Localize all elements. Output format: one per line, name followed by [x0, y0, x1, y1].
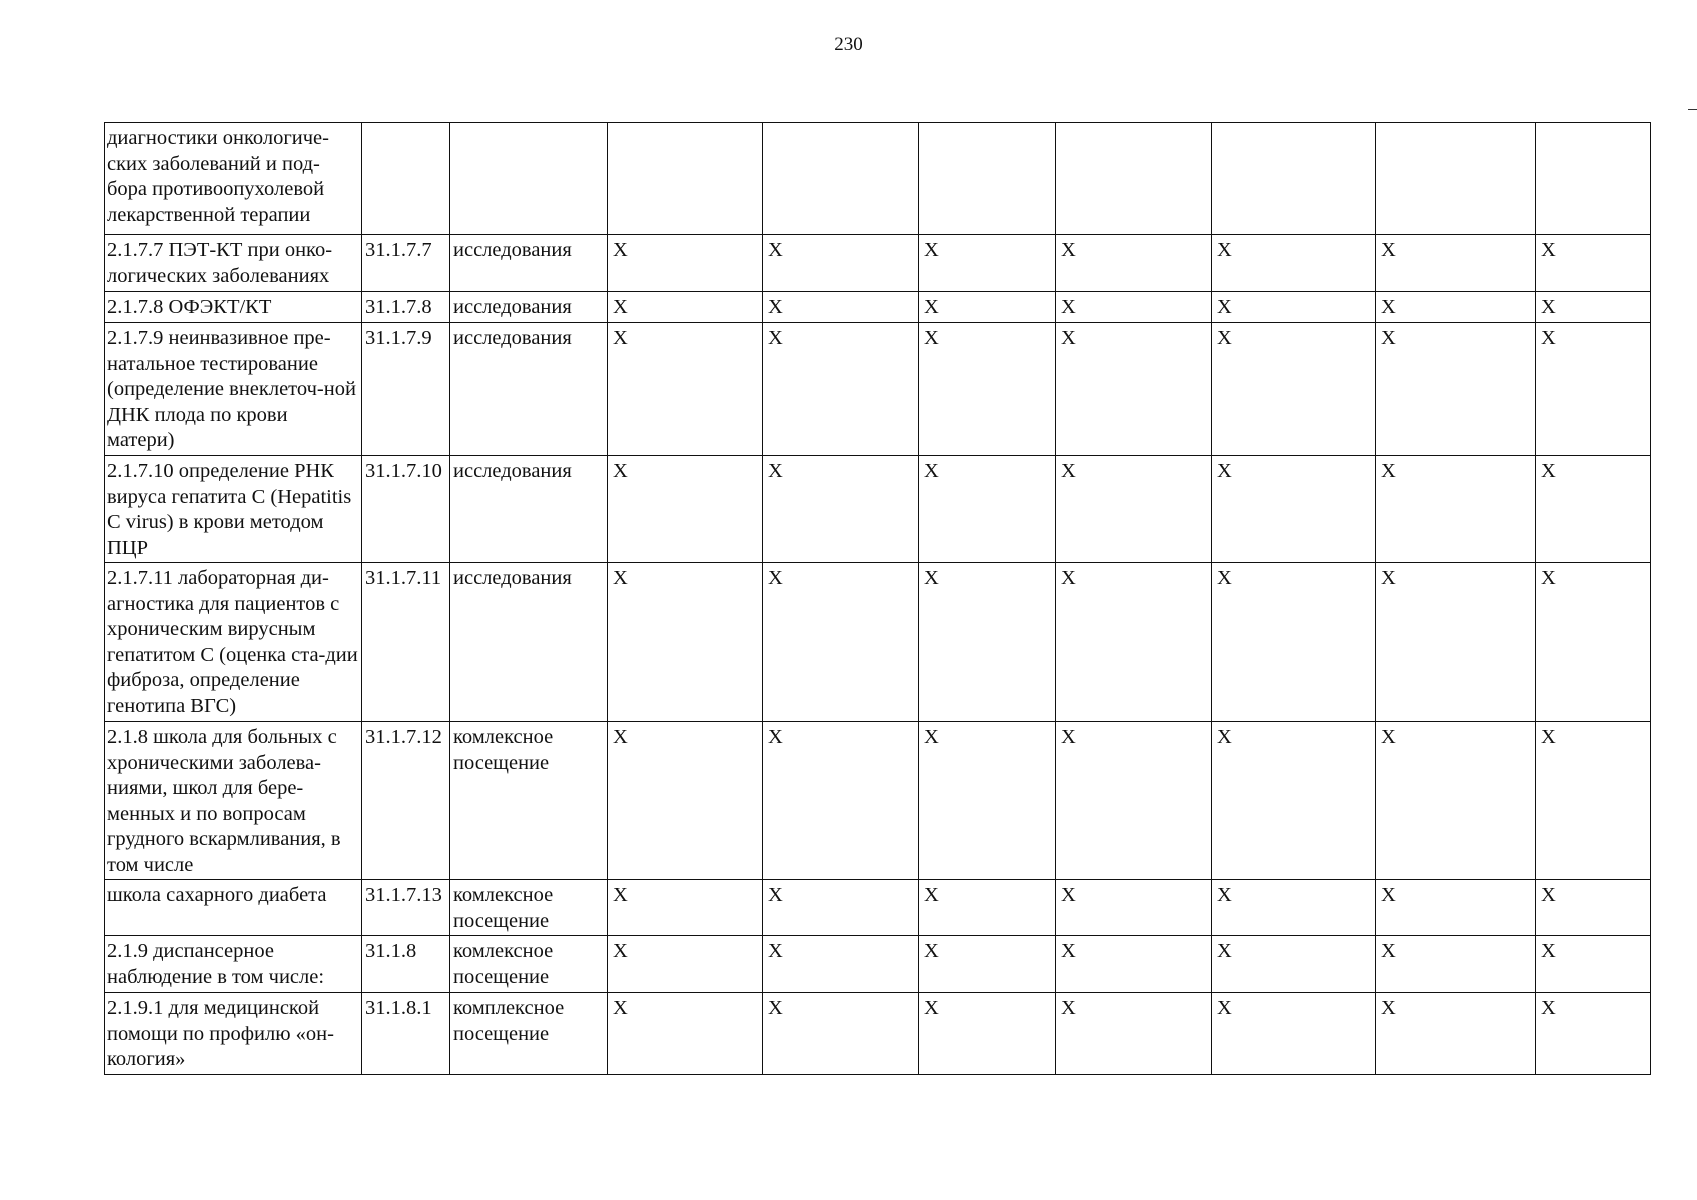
- mark-cell: X: [1212, 936, 1376, 993]
- code-cell: 31.1.7.12: [362, 722, 450, 880]
- mark-cell: X: [1056, 936, 1212, 993]
- unit-cell: комлексное посещение: [450, 936, 608, 993]
- mark-cell: X: [608, 722, 763, 880]
- mark-cell: X: [1056, 292, 1212, 323]
- table-row: [105, 456, 1651, 563]
- mark-cell: X: [1376, 936, 1536, 993]
- mark-cell: X: [1212, 292, 1376, 323]
- code-cell: 31.1.7.11: [362, 563, 450, 722]
- unit-cell: исследования: [450, 456, 608, 563]
- mark-cell: X: [1376, 235, 1536, 292]
- service-name-cell: 2.1.7.7 ПЭТ-КТ при онко-логических заболеваниях: [105, 235, 362, 292]
- mark-cell: X: [608, 235, 763, 292]
- mark-cell: X: [1536, 563, 1651, 722]
- unit-cell: комлексное посещение: [450, 722, 608, 880]
- mark-cell: X: [1212, 456, 1376, 563]
- mark-cell: X: [763, 722, 919, 880]
- mark-cell: X: [1056, 235, 1212, 292]
- mark-cell: [1056, 123, 1212, 235]
- page-number: 230: [834, 34, 863, 55]
- table-row: [105, 563, 1651, 722]
- mark-cell: X: [919, 235, 1056, 292]
- table-row: [105, 722, 1651, 880]
- mark-cell: X: [1212, 993, 1376, 1075]
- mark-cell: X: [608, 880, 763, 936]
- mark-cell: X: [919, 993, 1056, 1075]
- mark-cell: X: [608, 292, 763, 323]
- mark-cell: X: [1536, 993, 1651, 1075]
- mark-cell: [763, 123, 919, 235]
- mark-cell: X: [1376, 323, 1536, 456]
- mark-cell: X: [1536, 235, 1651, 292]
- mark-cell: X: [1212, 722, 1376, 880]
- mark-cell: X: [763, 323, 919, 456]
- mark-cell: X: [919, 722, 1056, 880]
- unit-cell: исследования: [450, 235, 608, 292]
- unit-cell: исследования: [450, 323, 608, 456]
- mark-cell: X: [919, 292, 1056, 323]
- unit-cell: [450, 123, 608, 235]
- mark-cell: X: [763, 235, 919, 292]
- mark-cell: X: [608, 563, 763, 722]
- service-name-cell: 2.1.7.8 ОФЭКТ/КТ: [105, 292, 362, 323]
- mark-cell: X: [1536, 456, 1651, 563]
- mark-cell: X: [1056, 563, 1212, 722]
- code-cell: 31.1.7.7: [362, 235, 450, 292]
- service-name-cell: 2.1.9 диспансерное наблюдение в том числе:: [105, 936, 362, 993]
- unit-cell: исследования: [450, 292, 608, 323]
- table-row: [105, 235, 1651, 292]
- mark-cell: X: [1536, 722, 1651, 880]
- mark-cell: X: [763, 292, 919, 323]
- mark-cell: [1536, 123, 1651, 235]
- table-row: [105, 936, 1651, 993]
- code-cell: 31.1.8: [362, 936, 450, 993]
- mark-cell: X: [919, 456, 1056, 563]
- mark-cell: X: [1376, 456, 1536, 563]
- service-name-cell: школа сахарного диабета: [105, 880, 362, 936]
- mark-cell: X: [1056, 456, 1212, 563]
- service-name-cell: 2.1.7.9 неинвазивное пре-натальное тестирование (определение внеклеточ-ной ДНК плода по крови матери): [105, 323, 362, 456]
- table-row: [105, 880, 1651, 936]
- mark-cell: X: [1536, 292, 1651, 323]
- mark-cell: X: [1376, 993, 1536, 1075]
- mark-cell: X: [608, 936, 763, 993]
- service-name-cell: 2.1.7.11 лабораторная ди-агностика для пациентов с хроническим вирусным гепатитом С (оценка ста-дии фиброза, определение генотипа ВГС): [105, 563, 362, 722]
- mark-cell: X: [919, 323, 1056, 456]
- mark-cell: [1376, 123, 1536, 235]
- mark-cell: X: [763, 993, 919, 1075]
- mark-cell: X: [919, 563, 1056, 722]
- unit-cell: комлексное посещение: [450, 880, 608, 936]
- mark-cell: X: [1056, 993, 1212, 1075]
- mark-cell: X: [1376, 722, 1536, 880]
- mark-cell: X: [608, 323, 763, 456]
- mark-cell: [608, 123, 763, 235]
- mark-cell: X: [1212, 563, 1376, 722]
- service-name-cell: 2.1.8 школа для больных с хроническими заболева-ниями, школ для бере-менных и по вопросам грудного вскармливания, в том числе: [105, 722, 362, 880]
- mark-cell: X: [763, 936, 919, 993]
- mark-cell: X: [608, 993, 763, 1075]
- mark-cell: X: [763, 563, 919, 722]
- code-cell: 31.1.7.10: [362, 456, 450, 563]
- mark-cell: X: [1376, 292, 1536, 323]
- code-cell: 31.1.7.13: [362, 880, 450, 936]
- table-row: [105, 993, 1651, 1075]
- code-cell: 31.1.7.8: [362, 292, 450, 323]
- mark-cell: X: [1536, 323, 1651, 456]
- table-row: [105, 323, 1651, 456]
- mark-cell: [919, 123, 1056, 235]
- unit-cell: комплексное посещение: [450, 993, 608, 1075]
- mark-cell: X: [1056, 722, 1212, 880]
- services-table: [104, 122, 1651, 1075]
- code-cell: 31.1.7.9: [362, 323, 450, 456]
- code-cell: [362, 123, 450, 235]
- service-name-cell: 2.1.9.1 для медицинской помощи по профилю «он-кология»: [105, 993, 362, 1075]
- mark-cell: X: [1536, 936, 1651, 993]
- table-row: [105, 123, 1651, 235]
- mark-cell: X: [608, 456, 763, 563]
- code-cell: 31.1.8.1: [362, 993, 450, 1075]
- margin-tick: [1688, 109, 1697, 110]
- mark-cell: X: [763, 880, 919, 936]
- table-row: [105, 292, 1651, 323]
- mark-cell: X: [763, 456, 919, 563]
- mark-cell: X: [1212, 323, 1376, 456]
- service-name-cell: 2.1.7.10 определение РНК вируса гепатита С (Hepatitis C virus) в крови методом ПЦР: [105, 456, 362, 563]
- mark-cell: X: [1376, 563, 1536, 722]
- mark-cell: X: [1212, 880, 1376, 936]
- mark-cell: X: [919, 880, 1056, 936]
- unit-cell: исследования: [450, 563, 608, 722]
- mark-cell: [1212, 123, 1376, 235]
- mark-cell: X: [1536, 880, 1651, 936]
- mark-cell: X: [919, 936, 1056, 993]
- mark-cell: X: [1056, 323, 1212, 456]
- service-name-cell: диагностики онкологиче-ских заболеваний и под-бора противоопухолевой лекарственной терапии: [105, 123, 362, 235]
- mark-cell: X: [1056, 880, 1212, 936]
- mark-cell: X: [1376, 880, 1536, 936]
- mark-cell: X: [1212, 235, 1376, 292]
